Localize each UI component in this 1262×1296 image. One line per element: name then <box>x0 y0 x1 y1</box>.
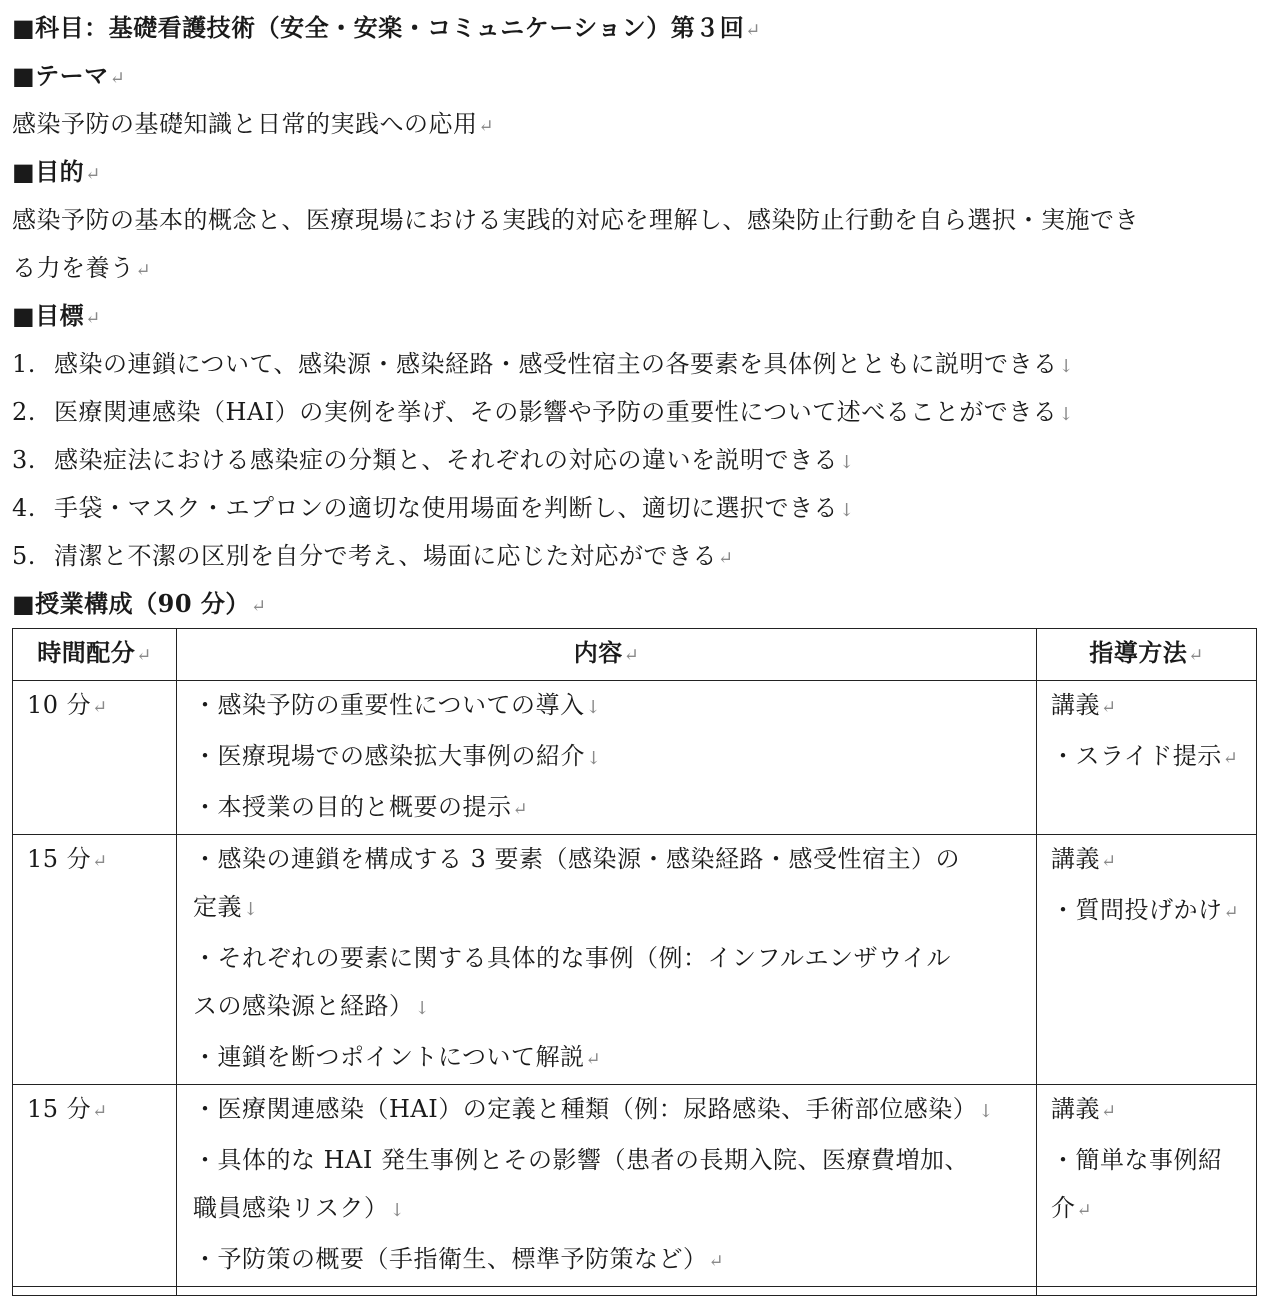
empty-cell <box>13 1287 177 1296</box>
time-cell: 15 分↵ <box>13 1085 177 1287</box>
down-mark-icon: ↓ <box>978 1101 994 1122</box>
time-cell: 15 分↵ <box>13 835 177 1085</box>
content-line: ・感染予防の重要性についての導入↓ <box>193 691 602 719</box>
return-mark-icon: ↵ <box>85 308 101 329</box>
table-row <box>13 1287 1257 1296</box>
content-line: スの感染源と経路）↓ <box>193 992 431 1020</box>
goal-item: 4. 手袋・マスク・エプロンの適切な使用場面を判断し、適切に選択できる↓ <box>12 494 855 522</box>
table-row <box>13 835 1257 1085</box>
goal-item: 1. 感染の連鎖について、感染源・感染経路・感受性宿主の各要素を具体例とともに説明できる↓ <box>12 350 1075 378</box>
return-mark-icon: ↵ <box>1188 645 1204 666</box>
content-line: ・予防策の概要（手指衛生、標準予防策など）↵ <box>193 1245 725 1273</box>
purpose-text-line1: 感染予防の基本的概念と、医療現場における実践的対応を理解し、感染防止行動を自ら選択・実施でき <box>12 206 1139 234</box>
down-mark-icon: ↓ <box>839 452 855 473</box>
empty-cell <box>1037 1287 1257 1296</box>
theme-heading: ■テーマ↵ <box>12 61 126 90</box>
course-title: ■科目：基礎看護技術（安全・安楽・コミュニケーション）第３回↵ <box>12 13 761 42</box>
content-line: ・本授業の目的と概要の提示↵ <box>193 793 529 821</box>
method-line: 講義↵ <box>1051 1095 1117 1123</box>
content-line: ・感染の連鎖を構成する 3 要素（感染源・感染経路・感受性宿主）の <box>193 845 961 873</box>
purpose-heading: ■目的↵ <box>12 157 101 186</box>
return-mark-icon: ↵ <box>623 645 640 666</box>
down-mark-icon: ↓ <box>585 697 602 718</box>
table-header-row <box>13 629 1257 681</box>
return-mark-icon: ↵ <box>585 1049 602 1070</box>
return-mark-icon: ↵ <box>1223 902 1240 923</box>
content-cell <box>177 835 1037 1085</box>
method-line: 講義↵ <box>1051 691 1117 719</box>
goals-list <box>12 340 1262 580</box>
header-time: 時間配分↵ <box>13 629 177 681</box>
content-line: ・医療現場での感染拡大事例の紹介↓ <box>193 742 602 770</box>
content-cell <box>177 1085 1037 1287</box>
lesson-structure-table <box>12 628 1257 1296</box>
return-mark-icon: ↵ <box>92 851 108 872</box>
down-mark-icon: ↓ <box>586 748 602 769</box>
content-line: ・それぞれの要素に関する具体的な事例（例：インフルエンザウイル <box>193 944 951 972</box>
method-line: ・質問投げかけ↵ <box>1051 896 1240 924</box>
content-line: ・医療関連感染（HAI）の定義と種類（例：尿路感染、手術部位感染）↓ <box>193 1095 994 1123</box>
content-line: 職員感染リスク）↓ <box>193 1194 406 1222</box>
return-mark-icon: ↵ <box>135 260 152 281</box>
return-mark-icon: ↵ <box>717 548 734 569</box>
header-content: 内容↵ <box>177 629 1037 681</box>
time-cell: 10 分↵ <box>13 681 177 835</box>
return-mark-icon: ↵ <box>85 164 101 185</box>
return-mark-icon: ↵ <box>1101 697 1117 718</box>
return-mark-icon: ↵ <box>1101 1101 1117 1122</box>
return-mark-icon: ↵ <box>109 68 126 89</box>
down-mark-icon: ↓ <box>389 1200 406 1221</box>
table-row <box>13 681 1257 835</box>
return-mark-icon: ↵ <box>478 116 495 137</box>
method-cell <box>1037 1085 1257 1287</box>
down-mark-icon: ↓ <box>839 500 855 521</box>
content-line: ・連鎖を断つポイントについて解説↵ <box>193 1043 602 1071</box>
down-mark-icon: ↓ <box>1058 404 1074 425</box>
method-line: ・スライド提示↵ <box>1051 742 1239 770</box>
return-mark-icon: ↵ <box>1076 1200 1093 1221</box>
return-mark-icon: ↵ <box>745 20 761 41</box>
table-row <box>13 1085 1257 1287</box>
purpose-text-line2: る力を養う↵ <box>12 254 152 282</box>
goal-item: 3. 感染症法における感染症の分類と、それぞれの対応の違いを説明できる↓ <box>12 446 855 474</box>
empty-cell <box>177 1287 1037 1296</box>
method-line: 講義↵ <box>1051 845 1117 873</box>
structure-heading: ■授業構成（90 分）↵ <box>12 589 267 618</box>
goal-item: 5. 清潔と不潔の区別を自分で考え、場面に応じた対応ができる↵ <box>12 542 734 570</box>
return-mark-icon: ↵ <box>92 697 108 718</box>
document-page <box>12 4 1262 628</box>
return-mark-icon: ↵ <box>708 1251 725 1272</box>
return-mark-icon: ↵ <box>250 596 267 617</box>
method-line: ・簡単な事例紹 <box>1051 1146 1223 1174</box>
content-line: ・具体的な HAI 発生事例とその影響（患者の長期入院、医療費増加、 <box>193 1146 969 1174</box>
method-cell <box>1037 681 1257 835</box>
goal-item: 2. 医療関連感染（HAI）の実例を挙げ、その影響や予防の重要性について述べることができる↓ <box>12 398 1074 426</box>
theme-text: 感染予防の基礎知識と日常的実践への応用↵ <box>12 110 495 138</box>
return-mark-icon: ↵ <box>512 799 529 820</box>
down-mark-icon: ↓ <box>243 899 259 920</box>
return-mark-icon: ↵ <box>1101 851 1117 872</box>
content-cell <box>177 681 1037 835</box>
return-mark-icon: ↵ <box>136 645 152 666</box>
return-mark-icon: ↵ <box>1222 748 1239 769</box>
down-mark-icon: ↓ <box>414 998 431 1019</box>
content-line: 定義↓ <box>193 893 259 921</box>
header-method: 指導方法↵ <box>1037 629 1257 681</box>
return-mark-icon: ↵ <box>92 1101 108 1122</box>
goals-heading: ■目標↵ <box>12 301 101 330</box>
method-cell <box>1037 835 1257 1085</box>
method-line: 介↵ <box>1051 1194 1093 1222</box>
down-mark-icon: ↓ <box>1058 356 1075 377</box>
